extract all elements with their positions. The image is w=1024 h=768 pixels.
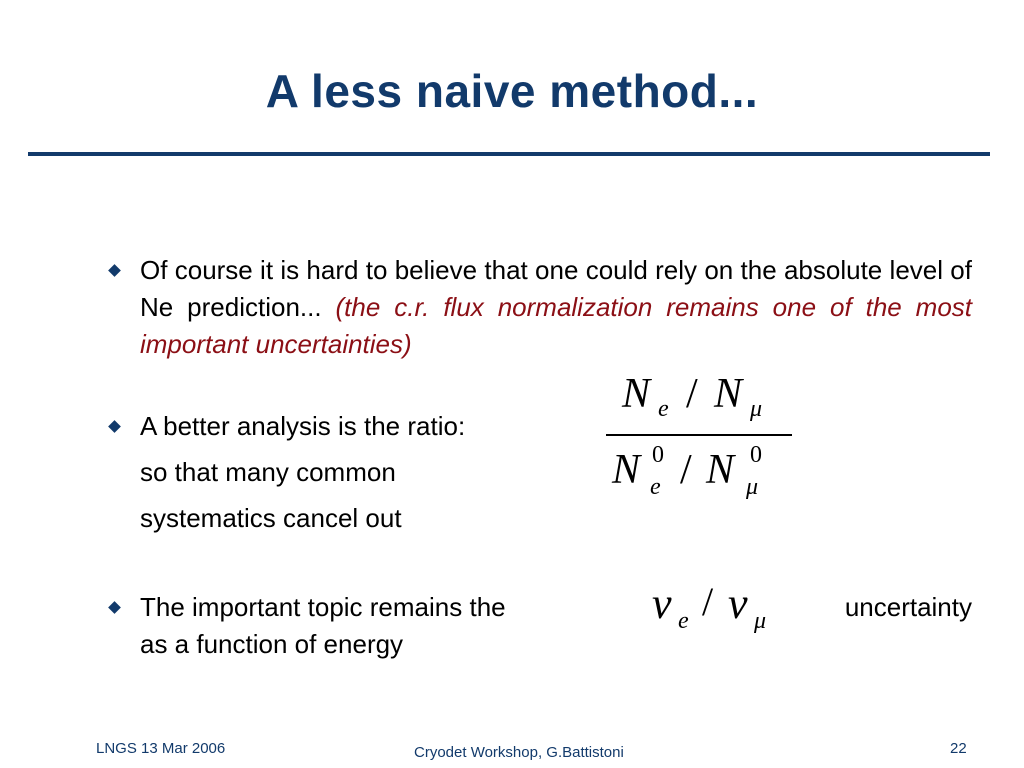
slide-title: A less naive method... — [265, 65, 759, 117]
formula-nu1: ν — [652, 579, 672, 628]
formula-num-slash: / — [686, 371, 698, 417]
footer-page-number: 22 — [950, 740, 967, 757]
bullet-item-3 — [100, 589, 972, 663]
bullet-2-text: A better analysis is the ratio: — [140, 411, 466, 441]
bullet-3-text-line2: as a function of energy — [140, 629, 404, 659]
continuation-line-1: so that many common — [140, 457, 396, 487]
bullet-item-2 — [100, 408, 560, 445]
formula-den-N1: N — [612, 447, 641, 493]
bullet-item-1 — [100, 252, 972, 363]
bullet-1-text — [140, 252, 972, 363]
formula-den-slash: / — [680, 447, 692, 493]
bullet-1-normal-text: Of course it is hard to believe that one could rely on the absolute level of Ne prediction... — [140, 255, 972, 322]
diamond-bullet-icon — [100, 252, 128, 289]
diamond-bullet-icon — [100, 589, 128, 626]
formula-nu-sub2: μ — [754, 608, 767, 634]
formula-den-sup1: 0 — [652, 442, 664, 468]
formula-nu-slash: / — [702, 579, 714, 624]
formula-den-N2: N — [706, 447, 735, 493]
formula-nu2: ν — [728, 579, 748, 628]
bullet-1-italic-text: (the c.r. flux normalization remains one of the most important uncertainties) — [140, 292, 973, 359]
diamond-bullet-icon — [100, 408, 128, 445]
fraction-bar — [606, 434, 792, 436]
title-underline — [28, 152, 990, 156]
formula-num-N1: N — [622, 371, 651, 417]
bullet-3-text-after: uncertainty — [844, 592, 972, 622]
formula-den-sub2: μ — [746, 474, 759, 500]
formula-nu-sub1: e — [678, 608, 689, 634]
footer-center: Cryodet Workshop, G.Battistoni — [414, 744, 624, 761]
formula-num-sub2: μ — [750, 396, 763, 422]
continuation-line-2: systematics cancel out — [140, 503, 402, 533]
formula-num-sub1: e — [658, 396, 669, 422]
ratio-formula — [600, 370, 800, 520]
nu-ratio-formula — [650, 579, 790, 638]
formula-num-N2: N — [714, 371, 743, 417]
formula-den-sub1: e — [650, 474, 661, 500]
bullet-3-text — [140, 589, 972, 663]
footer-date: LNGS 13 Mar 2006 — [96, 740, 226, 757]
formula-den-sup2: 0 — [750, 442, 762, 468]
bullet-3-text-before: The important topic remains the — [140, 592, 506, 622]
